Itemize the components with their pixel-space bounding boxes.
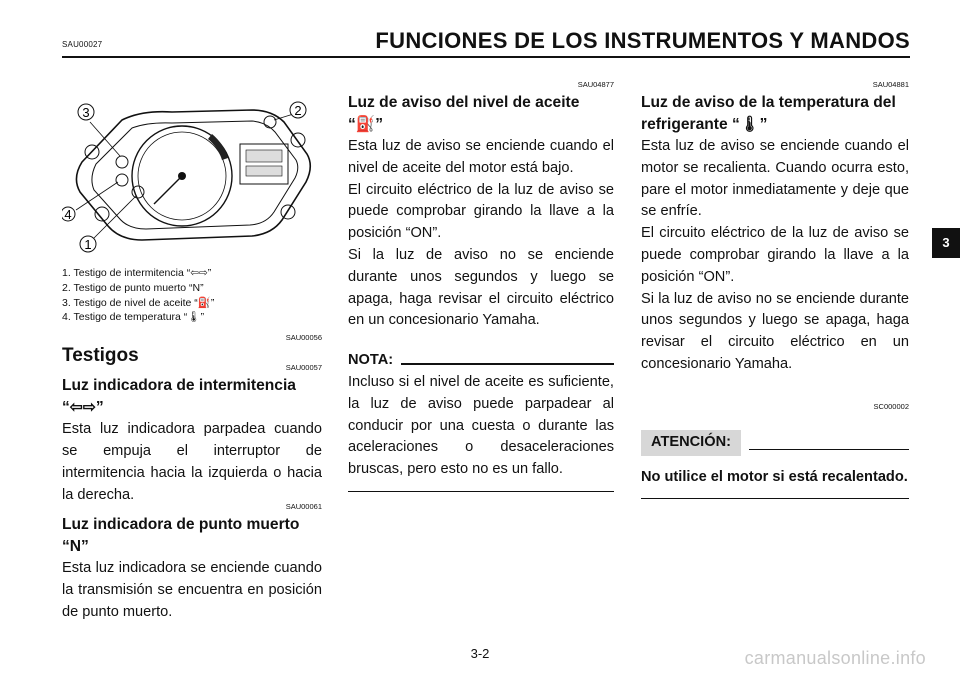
caution-header [641, 430, 909, 456]
note-rule [401, 363, 614, 365]
caption-2: 2. Testigo de punto muerto “N” [62, 281, 204, 294]
oil-warning-text-3: Si la luz de aviso no se enciende durante unos segundos y luego se apaga, haga revisar el circuito eléctrico en un concesionario Yamaha. [348, 246, 614, 329]
turn-indicator-text: Esta luz indicadora parpadea cuando se empuja el interruptor de intermitencia hacia la izquierda o hacia la derecha. [62, 421, 322, 503]
callout-3: 3 [82, 105, 90, 120]
turn-indicator-heading: Luz indicadora de intermitencia “⇦⇨” [62, 377, 296, 417]
coolant-warning-text-3: Si la luz de aviso no se enciende durante unos segundos y luego se apaga, haga revisar el circuito eléctrico en un concesionario Yamaha. [641, 290, 909, 372]
caution-code: SC000002 [873, 401, 909, 411]
oil-warning-text-2: El circuito eléctrico de la luz de aviso se puede comprobar girando la llave a la posición “ON”. [348, 181, 614, 242]
callout-1: 1 [84, 237, 92, 252]
caution-label: ATENCIÓN: [641, 430, 741, 456]
caption-1: 1. Testigo de intermitencia “⇦⇨” [62, 267, 212, 279]
neutral-indicator-heading: Luz indicadora de punto muerto “N” [62, 516, 300, 556]
oil-warning-heading: Luz de aviso del nivel de aceite “⛽” [348, 94, 580, 133]
column-1 [62, 266, 322, 624]
column-2 [348, 76, 614, 492]
coolant-warning-heading: Luz de aviso de la temperatura del refrigerante “🌡” [641, 94, 896, 133]
caution-end-rule [641, 498, 909, 500]
oil-code: SAU04877 [577, 80, 614, 89]
neutral-indicator-text: Esta luz indicadora se enciende cuando la transmisión se encuentra en posición de punto muerto. [62, 560, 322, 620]
callout-4: 4 [64, 207, 72, 222]
section-code: SAU00056 [285, 333, 322, 343]
callout-2: 2 [294, 103, 302, 118]
coolant-code: SAU04881 [872, 80, 909, 89]
caption-4: 4. Testigo de temperatura “🌡” [62, 311, 205, 324]
instrument-cluster-illustration [62, 92, 322, 260]
oil-warning-text-1: Esta luz de aviso se enciende cuando el nivel de aceite del motor está bajo. [348, 138, 614, 176]
caution-text: No utilice el motor si está recalentado. [641, 468, 908, 485]
caution-rule [749, 449, 909, 451]
subsection-code: SAU00057 [285, 363, 322, 373]
coolant-warning-text-1: Esta luz de aviso se enciende cuando el motor se recalienta. Cuando ocurra esto, pare el motor inmediatamente y deje que se enfríe. [641, 138, 909, 220]
note-label: NOTA: [348, 352, 394, 369]
caption-3: 3. Testigo de nivel de aceite “⛽” [62, 296, 215, 309]
note-header [348, 350, 614, 372]
page-title: FUNCIONES DE LOS INSTRUMENTOS Y MANDOS [375, 28, 910, 53]
note-text: Incluso si el nivel de aceite es suficiente, la luz de aviso puede parpadear al conducir por una cuesta o durante las aceleraciones o desaceleraciones bruscas, pero esto no es un fallo. [348, 373, 614, 478]
watermark: carmanualsonline.info [744, 648, 926, 668]
figure-captions [62, 266, 322, 325]
chapter-tab: 3 [932, 228, 960, 258]
page-number: 3-2 [470, 646, 490, 661]
coolant-warning-text-2: El circuito eléctrico de la luz de aviso se puede comprobar girando la llave a la posición “ON”. [641, 225, 909, 285]
neutral-code: SAU00061 [285, 502, 322, 512]
section-title: Testigos [62, 345, 139, 367]
header-code: SAU00027 [62, 40, 103, 49]
column-3 [641, 76, 909, 499]
header-rule [62, 56, 910, 58]
note-end-rule [348, 491, 614, 493]
